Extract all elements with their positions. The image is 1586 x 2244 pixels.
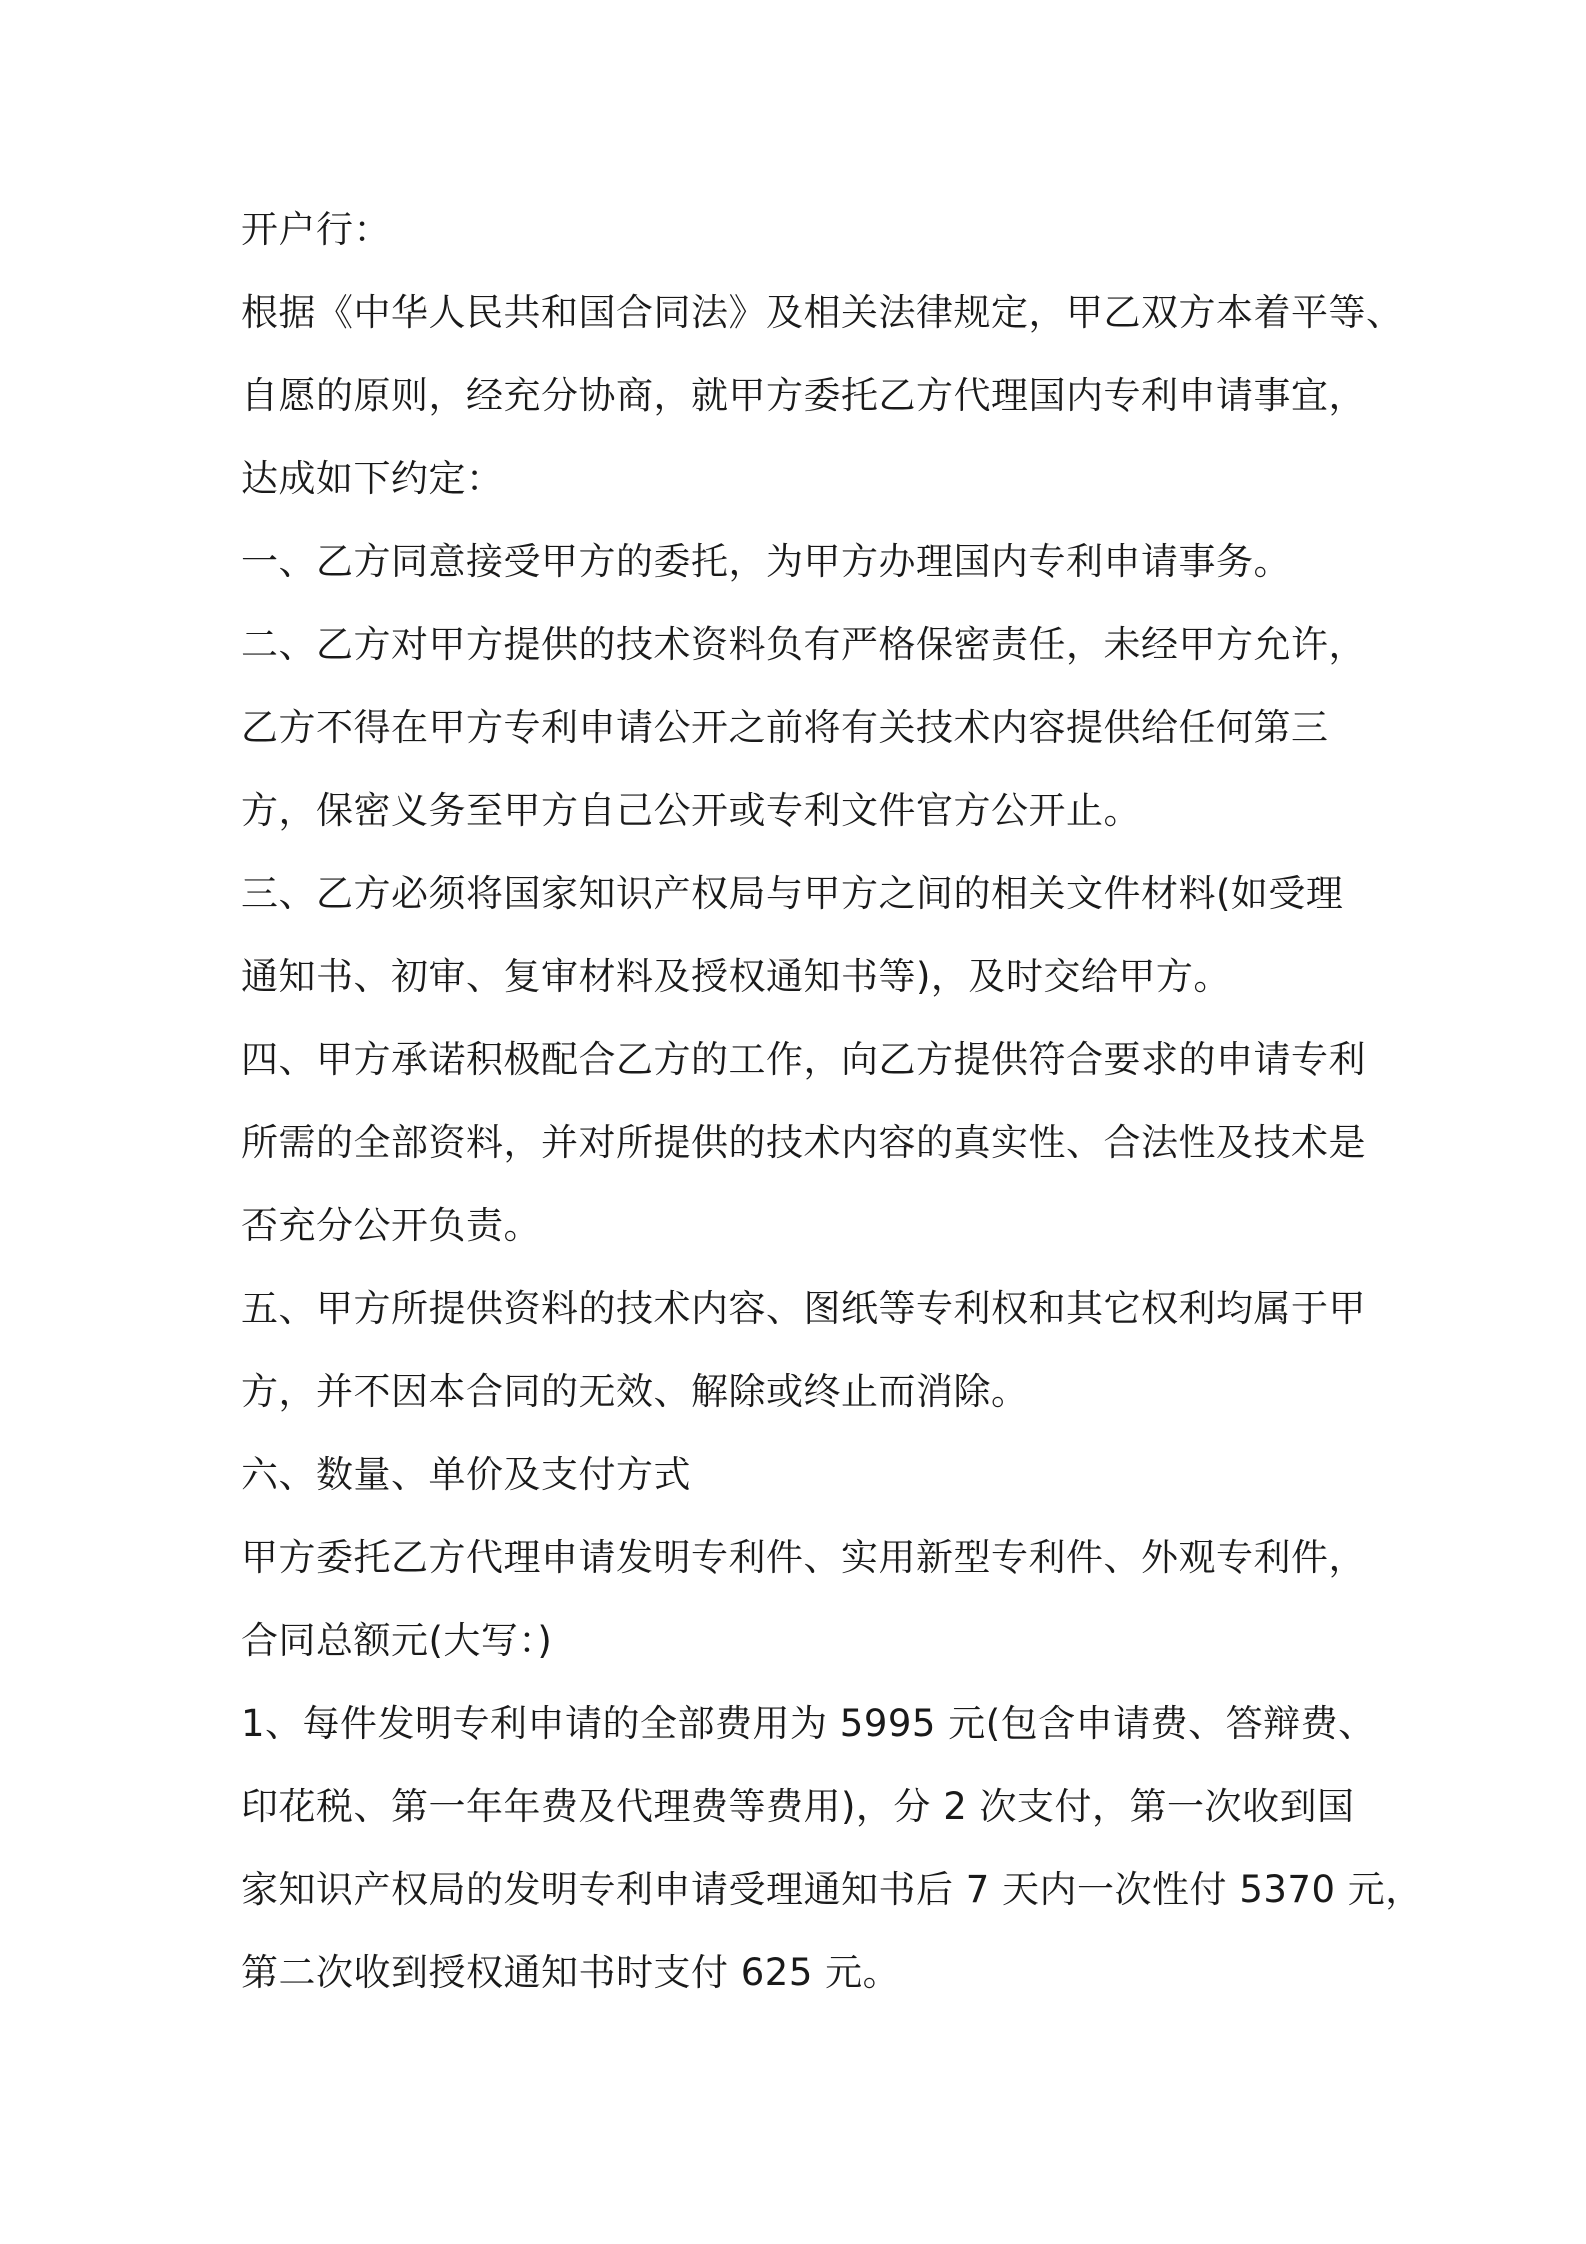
text-line-clause-6-title: 六、数量、单价及支付方式: [241, 1453, 691, 1496]
text-line-fee-1-c: 家知识产权局的发明专利申请受理通知书后 7 天内一次性付 5370 元，: [241, 1868, 1423, 1911]
text-line-intro-3: 达成如下约定：: [241, 457, 504, 500]
text-line-clause-3-a: 三、乙方必须将国家知识产权局与甲方之间的相关文件材料(如受理: [241, 872, 1344, 915]
text-line-intro-1: 根据《中华人民共和国合同法》及相关法律规定，甲乙双方本着平等、: [241, 291, 1404, 334]
text-line-fee-1-d: 第二次收到授权通知书时支付 625 元。: [241, 1951, 901, 1994]
text-line-clause-5-b: 方，并不因本合同的无效、解除或终止而消除。: [241, 1370, 1029, 1413]
text-line-clause-4-c: 否充分公开负责。: [241, 1204, 541, 1247]
text-line-fee-1-b: 印花税、第一年年费及代理费等费用)，分 2 次支付，第一次收到国: [241, 1785, 1355, 1828]
text-line-clause-5-a: 五、甲方所提供资料的技术内容、图纸等专利权和其它权利均属于甲: [241, 1287, 1366, 1330]
text-line-intro-2: 自愿的原则，经充分协商，就甲方委托乙方代理国内专利申请事宜，: [241, 374, 1366, 417]
text-line-clause-6-b: 合同总额元(大写：): [241, 1619, 553, 1662]
text-line-clause-4-a: 四、甲方承诺积极配合乙方的工作，向乙方提供符合要求的申请专利: [241, 1038, 1366, 1081]
text-line-clause-2-b: 乙方不得在甲方专利申请公开之前将有关技术内容提供给任何第三: [241, 706, 1329, 749]
text-line-bank: 开户行：: [241, 208, 391, 251]
text-line-clause-2-c: 方，保密义务至甲方自己公开或专利文件官方公开止。: [241, 789, 1141, 832]
text-line-clause-6-a: 甲方委托乙方代理申请发明专利件、实用新型专利件、外观专利件，: [241, 1536, 1366, 1579]
text-line-fee-1-a: 1、每件发明专利申请的全部费用为 5995 元(包含申请费、答辩费、: [241, 1702, 1376, 1745]
text-line-clause-2-a: 二、乙方对甲方提供的技术资料负有严格保密责任，未经甲方允许，: [241, 623, 1366, 666]
text-line-clause-4-b: 所需的全部资料，并对所提供的技术内容的真实性、合法性及技术是: [241, 1121, 1366, 1164]
text-line-clause-3-b: 通知书、初审、复审材料及授权通知书等)，及时交给甲方。: [241, 955, 1231, 998]
text-line-clause-1: 一、乙方同意接受甲方的委托，为甲方办理国内专利申请事务。: [241, 540, 1291, 583]
